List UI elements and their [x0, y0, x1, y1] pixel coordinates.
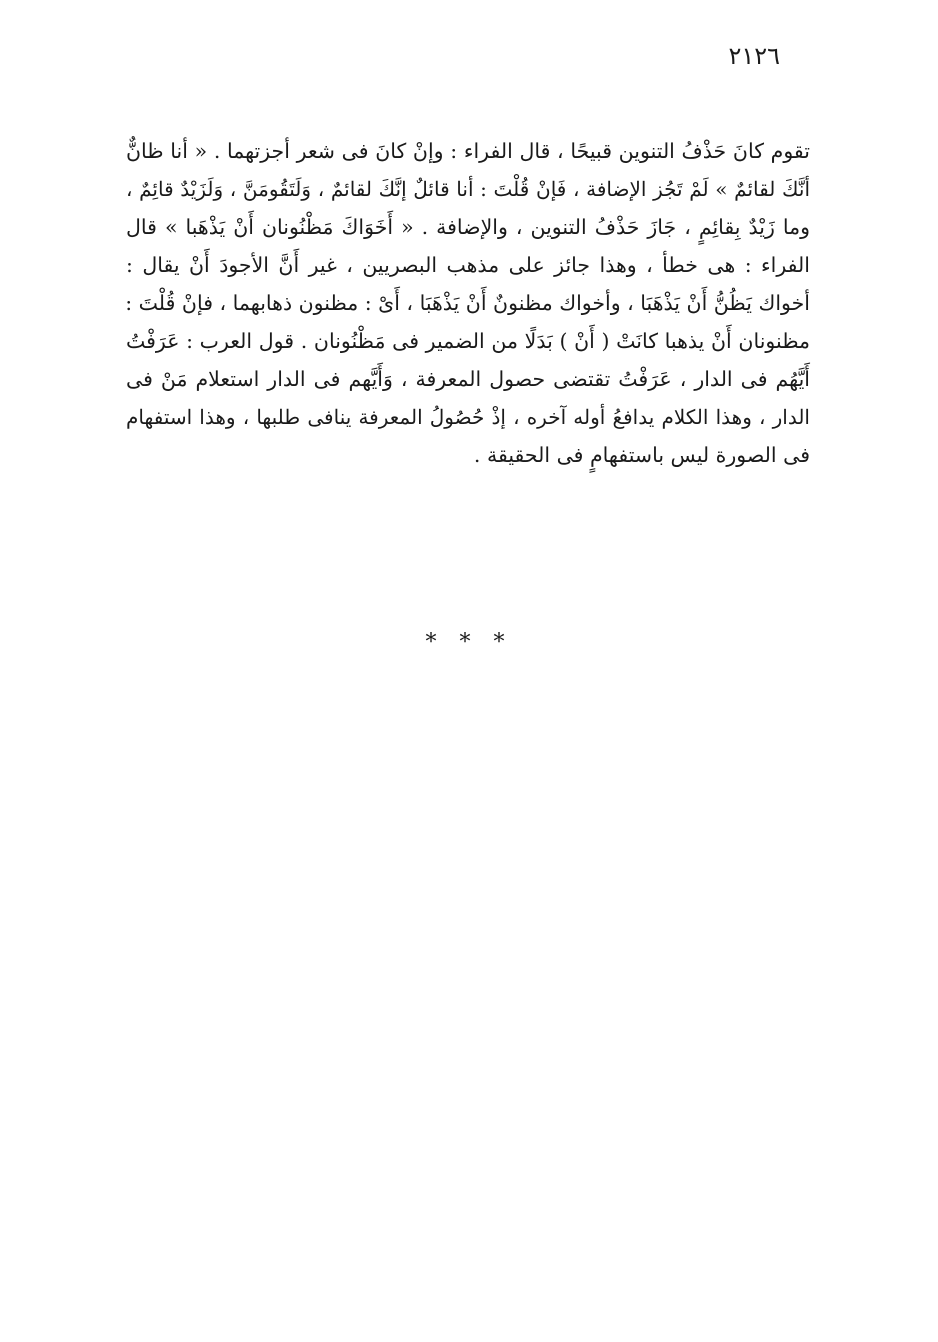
text-line: أخواك يَظُنُّ أَنْ يَذْهَبَا ، وأخواك مظنونٌ أَنْ يَذْهَبَا ، أَىْ : مظنون ذهابهما ، فإنْ قُلْتَ :: [125, 291, 810, 315]
text-line: أنَّكَ لقائمٌ » لَمْ تَجُز الإضافة ، فَإنْ قُلْتَ : أنا قائلٌ إنَّكَ لقائمٌ ، وَلَتَقُومَنَّ ، وَلَزَيْدٌ قائِمٌ ،: [126, 177, 810, 201]
text-line: فى الصورة ليس باستفهامٍ فى الحقيقة .: [473, 443, 810, 467]
body-text: [126, 132, 810, 474]
text-line: الدار ، وهذا الكلام يدافعُ أوله آخره ، إذْ حُصُولُ المعرفة ينافى طلبها ، وهذا استفهام: [126, 405, 810, 429]
text-line: الفراء : هى خطأ ، وهذا جائز على مذهب البصريين ، غير أَنَّ الأجودَ أَنْ يقال :: [126, 253, 810, 277]
page-number: ٢١٢٦: [728, 42, 780, 70]
section-ornament: * * *: [425, 630, 513, 655]
text-line: تقوم كانَ حَذْفُ التنوين قبيحًا ، قال الفراء : وإنْ كانَ فى شعر أجزتهما . « أنا ظانٌّ: [126, 139, 810, 163]
text-line: مظنونان أَنْ يذهبا كانَتْ ( أَنْ ) بَدَلًا من الضمير فى مَظْنُونان . قول العرب : عَرَفْتُ: [126, 329, 810, 353]
text-line: أَيَّهُم فى الدار ، عَرَفْتُ تقتضى حصول المعرفة ، وَأَيَّهم فى الدار استعلام مَنْ فى: [126, 367, 810, 391]
text-line: وما زَيْدٌ بِقائِمٍ ، جَازَ حَذْفُ التنوين ، والإضافة . « أَخَوَاكَ مَظْنُونان أَنْ يَذْهَبا » قال: [126, 215, 810, 239]
